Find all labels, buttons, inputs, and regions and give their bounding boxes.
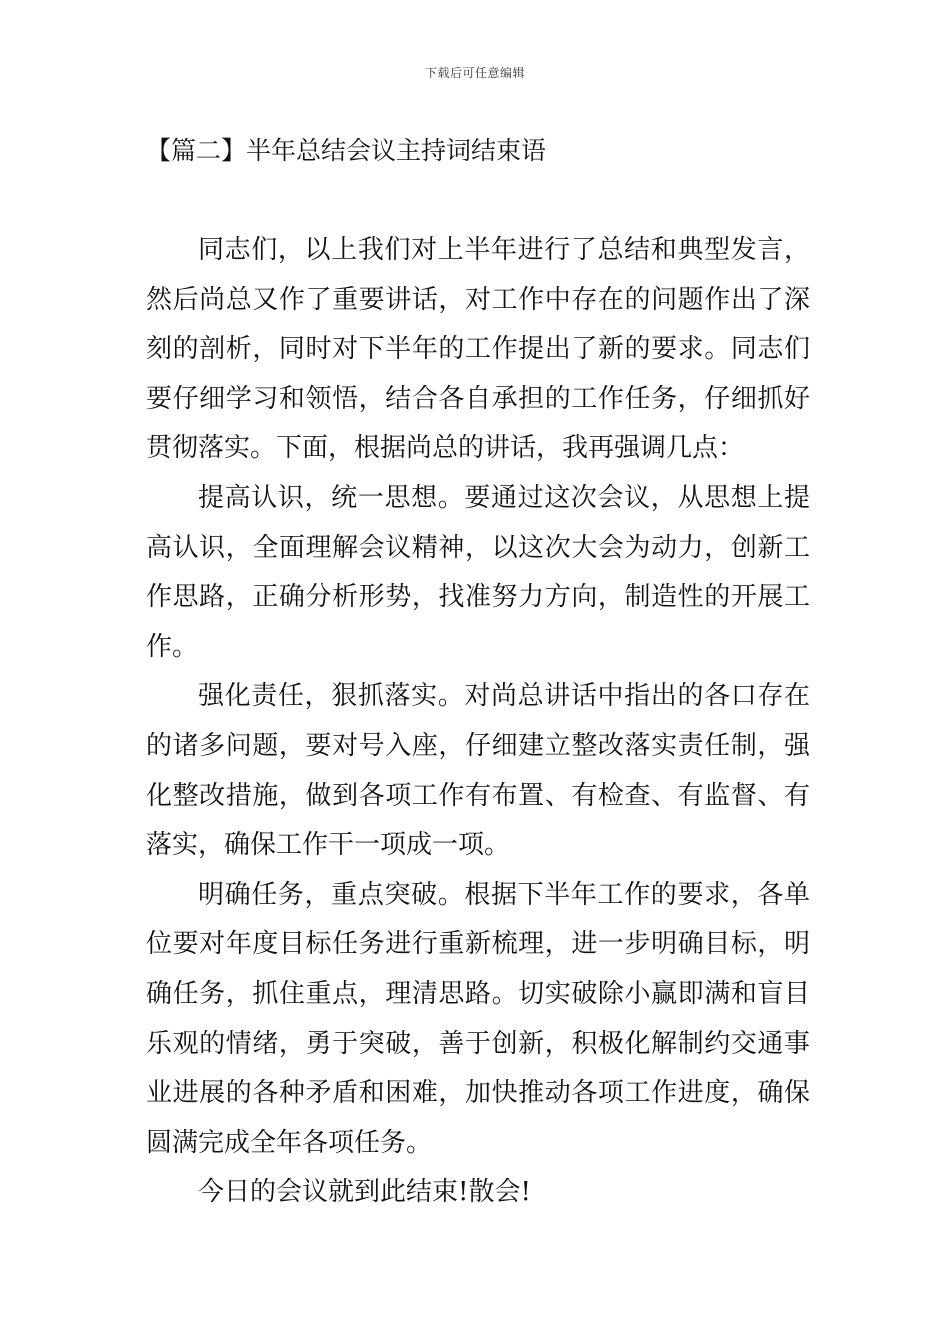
document-title: 【篇二】半年总结会议主持词结束语: [146, 136, 547, 165]
header-note: 下载后可任意编辑: [424, 66, 525, 80]
paragraph-point-2: 强化责任，狠抓落实。对尚总讲话中指出的各口存在的诸多问题，要对号入座，仔细建立整改落实责任制，强化整改措施，做到各项工作有布置、有检查、有监督、有落实，确保工作干一项成一项。: [146, 681, 810, 861]
document-body: [146, 226, 810, 1218]
paragraph-intro: 同志们，以上我们对上半年进行了总结和典型发言，然后尚总又作了重要讲话，对工作中存在的问题作出了深刻的剖析，同时对下半年的工作提出了新的要求。同志们要仔细学习和领悟，结合各自承担的工作任务，仔细抓好贯彻落实。下面，根据尚总的讲话，我再强调几点：: [146, 235, 810, 464]
paragraph-point-1: 提高认识，统一思想。要通过这次会议，从思想上提高认识，全面理解会议精神，以这次大会为动力，创新工作思路，正确分析形势，找准努力方向，制造性的开展工作。: [146, 482, 810, 662]
paragraph-closing: 今日的会议就到此结束!散会!: [198, 1177, 531, 1208]
paragraph-point-3: 明确任务，重点突破。根据下半年工作的要求，各单位要对年度目标任务进行重新梳理，进一步明确目标，明确任务，抓住重点，理清思路。切实破除小赢即满和盲目乐观的情绪，勇于突破，善于创新，积极化解制约交通事业进展的各种矛盾和困难，加快推动各项工作进度，确保圆满完成全年各项任务。: [146, 879, 810, 1158]
